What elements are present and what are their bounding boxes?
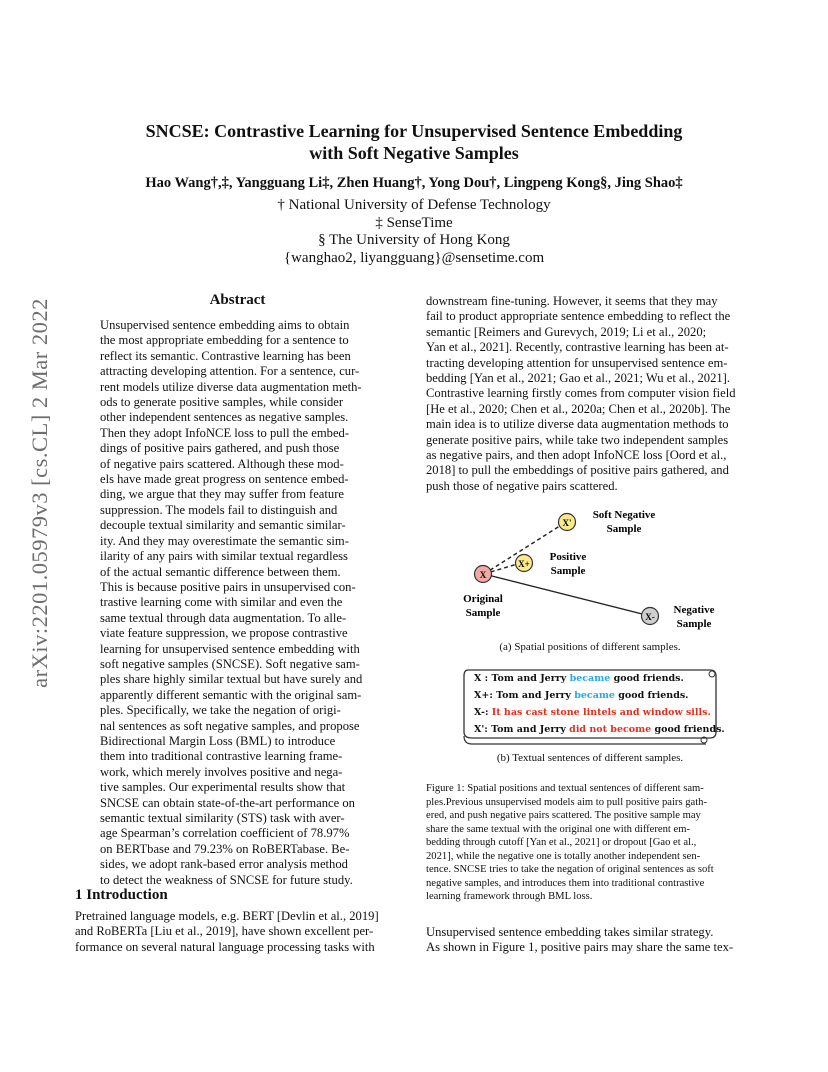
sentence-post: good friends. (610, 673, 684, 684)
sentence-hl: became (569, 673, 611, 684)
sentence-list (474, 670, 725, 738)
sentence-tag: X-: (474, 707, 492, 718)
right-column-line: [He et al., 2020; Chen et al., 2020a; Chen et al., 2020b]. The (426, 401, 731, 416)
abstract-line: sides, we adopt rank-based error analysis method (100, 857, 348, 872)
abstract-line: apparently different semantic with the original sam- (100, 687, 362, 702)
right-column-line: fail to product appropriate sentence embedding to reflect the (426, 309, 731, 324)
sentence-tag: X': (474, 724, 492, 735)
positive-label-1: Positive (549, 551, 587, 563)
abstract-line: ity. And they may overestimate the semantic sim- (100, 533, 349, 548)
right-column-line: push those of negative pairs scattered. (426, 478, 618, 493)
sentence-pre: Tom and Jerry (491, 673, 570, 684)
caption-line: ples.Previous unsupervised models aim to pull positive pairs gath- (426, 796, 707, 808)
sentence-row (474, 721, 725, 738)
sentence-tag: X+: (474, 690, 497, 701)
original-node-label: X (479, 570, 487, 580)
abstract-line: Then they adopt InfoNCE loss to pull the embed- (100, 425, 350, 440)
abstract-line: ples. Specifically, we take the negation of origi- (100, 703, 341, 718)
caption-line: negative samples, and introduces them into traditional contrastive (426, 877, 705, 889)
right-column-bottom-line: As shown in Figure 1, positive pairs may share the same tex- (426, 940, 734, 955)
caption-line: bedding through cutoff [Yan et al., 2021] or dropout [Gao et al., (426, 837, 697, 848)
sentence-tag: X : (474, 673, 492, 684)
abstract-line: Bidirectional Margin Loss (BML) to introduce (100, 733, 336, 748)
sentence-post: good friends. (614, 690, 689, 701)
caption-line: learning framework through BML loss. (426, 891, 593, 902)
sentence-hl: did not become (569, 724, 652, 735)
intro-heading: 1 Introduction (75, 887, 168, 903)
title-line-1: SNCSE: Contrastive Learning for Unsupervised Sentence Embedding (145, 121, 683, 141)
positive-label-2: Sample (550, 565, 586, 577)
sentence-pre: Tom and Jerry (491, 724, 570, 735)
abstract-line: trastive learning come with similar and even the (100, 595, 343, 610)
right-column-line: Contrastive learning firstly comes from computer vision field (426, 386, 736, 401)
abstract-line: same textual through data augmentation. To alle- (100, 610, 347, 625)
right-column-line: as negative pairs, and then adopt InfoNCE loss [Oord et al., (426, 448, 727, 463)
spatial-diagram (426, 500, 756, 640)
abstract-line: viate feature suppression, we propose contrastive (100, 626, 348, 641)
sentence-post: good friends. (651, 724, 725, 735)
intro-line: formance on several natural language processing tasks with (75, 939, 375, 954)
original-label-1: Original (463, 593, 503, 605)
sentence-row (474, 704, 714, 721)
right-column-line: semantic [Reimers and Gurevych, 2019; Li et al., 2020; (426, 324, 707, 339)
abstract-line: nal sentences as soft negative samples, and propose (100, 718, 360, 733)
caption-line: share the same textual with the original one with different em- (426, 823, 690, 835)
negative-label-2: Sample (676, 618, 712, 630)
abstract-line: of negative pairs scattered. Although these mod- (100, 456, 344, 471)
abstract-line: on BERTbase and 79.23% on RoBERTabase. Be- (100, 841, 350, 856)
abstract-line: decouple textual similarity and semantic similar- (100, 518, 346, 533)
abstract-heading: Abstract (209, 292, 266, 308)
arxiv-watermark: arXiv:2201.05979v3 [cs.CL] 2 Mar 2022 (27, 298, 52, 688)
intro-line: Pretrained language models, e.g. BERT [Devlin et al., 2019] (75, 909, 379, 923)
positive-node-label: X+ (518, 559, 530, 569)
right-column-line: downstream fine-tuning. However, it seems that they may (426, 294, 718, 308)
negative-node-label: X- (645, 612, 655, 622)
caption-line: Figure 1: Spatial positions and textual sentences of different sam- (426, 783, 704, 794)
sentence-hl: It has cast stone lintels and window sills. (491, 707, 711, 718)
sentence-hl: became (574, 690, 615, 701)
intro-body (75, 909, 402, 955)
caption-line: 2021], while the negative one is totally another independent sen- (426, 850, 701, 862)
figure-caption-a: (a) Spatial positions of different samples. (499, 641, 681, 653)
right-column-line: tracting developing attention for unsupervised sentence em- (426, 355, 728, 370)
abstract-line: rent models utilize diverse data augmentation meth- (100, 379, 362, 394)
abstract-line: SNCSE can obtain state-of-the-art performance on (100, 795, 355, 810)
right-column-line: main idea is to utilize diverse data augmentation methods to (426, 417, 729, 432)
abstract-line: semantic textual similarity (STS) task with aver- (100, 811, 345, 825)
right-column-line: 2018] to pull the embeddings of positive pairs gathered, and (426, 463, 729, 478)
title-line-2: with Soft Negative Samples (309, 143, 519, 163)
abstract-line: attracting developing attention. For a sentence, cur- (100, 364, 360, 379)
email: {wanghao2, liyangguang}@sensetime.com (283, 250, 545, 266)
intro-line: and RoBERTa [Liu et al., 2019], have shown excellent per- (75, 924, 374, 939)
abstract-line: suppression. The models fail to distinguish and (100, 502, 338, 517)
abstract-line: the most appropriate embedding for a sentence to (100, 333, 349, 348)
abstract-body (100, 318, 375, 888)
abstract-line: soft negative samples (SNCSE). Soft negative sam- (100, 656, 360, 671)
affiliation-2: ‡ SenseTime (375, 215, 453, 231)
sentence-row (474, 687, 714, 704)
abstract-line: work, which merely involves positive and nega- (100, 764, 343, 779)
abstract-line: ods to generate positive samples, while consider (100, 395, 344, 410)
abstract-line: This is because positive pairs in unsupervised con- (100, 579, 356, 594)
abstract-line: them into traditional contrastive learning frame- (100, 749, 343, 764)
abstract-line: Unsupervised sentence embedding aims to obtain (100, 318, 350, 332)
abstract-line: reflect its semantic. Contrastive learning has been (100, 348, 351, 363)
abstract-line: of the actual semantic difference between them. (100, 564, 341, 579)
original-label-2: Sample (465, 607, 501, 619)
paper-title (60, 120, 768, 164)
soft-negative-node-label: X' (562, 518, 572, 528)
right-column-bottom-text (426, 925, 754, 956)
caption-line: ered, and push negative pairs scattered. The positive sample may (426, 810, 701, 821)
caption-line: tence. SNCSE tries to take the negation of original sentences as soft (426, 864, 714, 875)
right-column-line: generate positive pairs, while take two independent samples (426, 432, 729, 447)
soft-negative-label-1: Soft Negative (592, 509, 656, 521)
affiliation-1: † National University of Defense Technology (277, 197, 551, 213)
abstract-line: age Spearman’s correlation coefficient of 78.97% (100, 826, 350, 841)
abstract-line: dings of positive pairs gathered, and push those (100, 441, 340, 456)
figure-1-caption (426, 782, 754, 904)
abstract-line: other independent sentences as negative samples. (100, 410, 349, 425)
author-list: Hao Wang†,‡, Yangguang Li‡, Zhen Huang†, Yong Dou†, Lingpeng Kong§, Jing Shao‡ (145, 175, 683, 191)
abstract-line: to detect the weakness of SNCSE for future study. (100, 872, 353, 887)
negative-label-1: Negative (673, 604, 715, 616)
right-column-line: Yan et al., 2021]. Recently, contrastive learning has been at- (426, 340, 729, 355)
sentence-pre: Tom and Jerry (496, 690, 575, 701)
right-column-text (426, 294, 754, 494)
right-column-bottom-line: Unsupervised sentence embedding takes similar strategy. (426, 925, 714, 939)
abstract-line: els have made great progress on sentence embed- (100, 472, 349, 487)
abstract-line: learning for unsupervised sentence embedding with (100, 641, 360, 656)
affiliation-3: § The University of Hong Kong (318, 232, 510, 248)
abstract-line: ilarity of any pairs with similar textual regardless (100, 549, 348, 564)
right-column-line: bedding [Yan et al., 2021; Gao et al., 2021; Wu et al., 2021]. (426, 371, 731, 386)
abstract-line: ding, we argue that they may suffer from feature (100, 487, 344, 502)
solid-link-negative (484, 574, 650, 616)
soft-negative-label-2: Sample (606, 523, 642, 535)
figure-caption-b: (b) Textual sentences of different samples. (496, 752, 684, 764)
sentence-row (474, 670, 714, 687)
abstract-line: tive samples. Our experimental results show that (100, 780, 346, 795)
abstract-line: ples share highly similar textual but have surely and (100, 672, 363, 687)
